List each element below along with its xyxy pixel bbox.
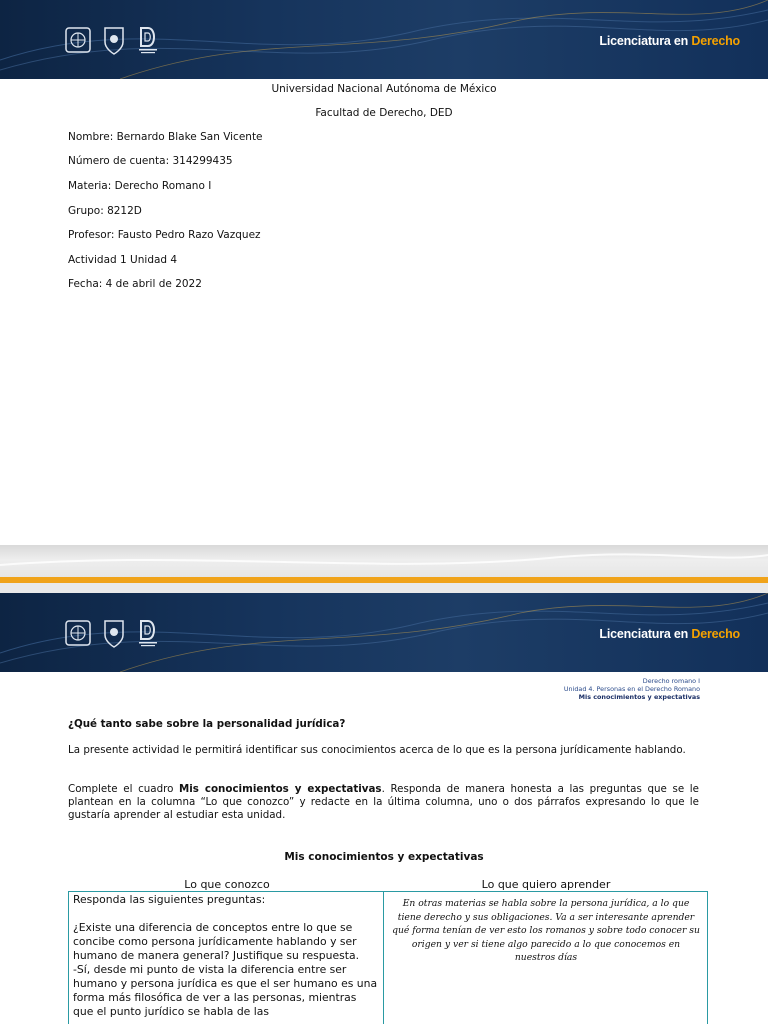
faculty-name: Facultad de Derecho, DED [315,107,453,119]
question-title: ¿Qué tanto sabe sobre la personalidad jurídica? [68,718,346,730]
instructions-post: . Responda de manera honesta a las preguntas que se le plantean en la columna “Lo que conozco” y redacte en la última columna, uno o dos párrafos expresando lo que le gustaría aprender al estudiar esta unidad. [68,783,699,821]
instructions-bold: Mis conocimientos y expectativas [179,783,382,795]
program-brand [599,34,740,48]
table-divider [383,892,384,1024]
table-title: Mis conocimientos y expectativas [284,851,484,863]
col-header-learn: Lo que quiero aprender [481,878,611,891]
account-number: Número de cuenta: 314299435 [68,155,233,167]
ded-logo-icon [136,617,160,649]
university-name: Universidad Nacional Autónoma de México [271,83,497,95]
footer-wave-decoration [0,545,768,578]
knowledge-table [68,891,708,1024]
header-banner-2 [0,593,768,672]
running-header-activity: Mis conocimientos y expectativas [578,693,700,701]
student-name: Nombre: Bernardo Blake San Vicente [68,131,263,143]
professor: Profesor: Fausto Pedro Razo Vazquez [68,229,261,241]
running-header-unit: Unidad 4. Personas en el Derecho Romano [563,685,700,693]
running-header-course: Derecho romano I [642,677,700,685]
cell-lo-que-conozco [73,893,379,1019]
faculty-shield-icon [102,24,126,56]
activity: Actividad 1 Unidad 4 [68,254,178,266]
unam-seal-icon [64,24,92,56]
intro-paragraph: La presente actividad le permitirá identificar sus conocimientos acerca de lo que es la persona jurídicamente hablando. [68,744,686,756]
footer-strip [0,545,768,578]
faculty-shield-icon [102,617,126,649]
group: Grupo: 8212D [68,205,142,217]
brand-highlight: Derecho [691,627,740,641]
activity-page [0,593,768,1024]
subject: Materia: Derecho Romano I [68,180,212,192]
running-header [564,677,700,701]
header-banner [0,0,768,79]
cell-left-intro: Responda las siguientes preguntas: [73,893,266,906]
brand-prefix: Licenciatura en [599,34,689,48]
cell-lo-que-quiero-aprender: En otras materias se habla sobre la persona jurídica, a lo que tiene derecho y sus obligaciones. Va a ser interesante aprender qué forma tenían de ver esto los romanos y sobre todo conocer su origen y ver si tiene algo parecido a lo que conocemos en nuestros días [392,898,700,964]
footer-orange-bar [0,577,768,583]
ded-logo-icon [136,24,160,56]
unam-seal-icon [64,617,92,649]
program-brand-2 [599,627,740,641]
date: Fecha: 4 de abril de 2022 [68,278,202,290]
cell-left-answer: -Sí, desde mi punto de vista la diferencia entre ser humano y persona jurídica es que el ser humano es una forma más filosófica de ver a las personas, mientras que el punto jurídico se habla de las [73,963,378,1018]
cell-left-question: ¿Existe una diferencia de conceptos entre lo que se concibe como persona jurídicamente hablando y ser humano de manera general? Justifique su respuesta. [73,921,360,962]
instructions-paragraph [68,783,699,822]
brand-highlight: Derecho [691,34,740,48]
brand-prefix: Licenciatura en [599,627,689,641]
col-header-know: Lo que conozco [184,878,270,891]
instructions-pre: Complete el cuadro [68,783,180,795]
